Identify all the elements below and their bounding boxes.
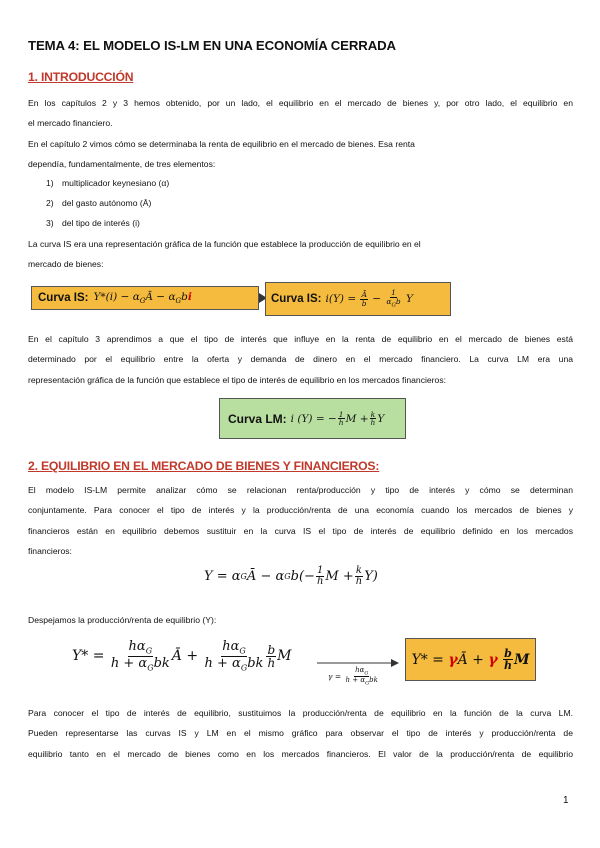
list-item (46, 178, 169, 188)
is-formula-2: i(Y) = $\frac{Ā}{b}$ − $\frac{1}{\alpha_Gb}$ Y (325, 288, 413, 309)
list-number: 3) (46, 218, 54, 228)
text-line: financieros: (28, 545, 72, 556)
document-title: TEMA 4: EL MODELO IS-LM EN UNA ECONOMÍA CERRADA (28, 38, 396, 53)
gamma-definition: γ = $\frac{h\alpha_G}{h + \alpha_Gbk}$ (328, 666, 378, 687)
section-2-heading: 2. EQUILIBRIO EN EL MERCADO DE BIENES Y FINANCIEROS: (28, 459, 380, 473)
lm-label: Curva LM: (228, 411, 287, 426)
section-2-para-1 (28, 480, 573, 561)
section-1-para-3-line-1: La curva IS era una representación gráfica de la función que establece la producción de equilibrio en el (28, 239, 421, 249)
result-box (405, 638, 536, 681)
list-item (46, 198, 151, 208)
text-line: En el capítulo 3 aprendimos a que el tipo de interés que influye en la renta de equilibrio en el mercado de bienes está (28, 334, 573, 344)
section-1-heading: 1. INTRODUCCIÓN (28, 70, 134, 84)
text-line: conjuntamente. Para conocer el tipo de interés y la producción/renta de una economía cuando los mercados de bienes y (28, 505, 573, 516)
is-label: Curva IS: (38, 292, 89, 304)
list-text: del tipo de interés (i) (62, 218, 140, 228)
list-text: multiplicador keynesiano (α) (62, 178, 170, 188)
equation-1: Y = α G Ā − α G b(− $\frac{1}{h}$ M + $\frac{k}{h}$ Y) (204, 565, 378, 587)
list-number: 2) (46, 198, 54, 208)
section-1-para-4 (28, 329, 573, 390)
section-1-para-3-line-2: mercado de bienes: (28, 259, 104, 269)
text-line: financieros están en equilibrio debemos sustituir en la curva IS el tipo de interés de equilibrio definido en los mercados (28, 525, 573, 536)
text-line: Pueden representarse las curvas IS y LM en el mismo gráfico para observar el tipo de interés y producción/renta de (28, 728, 573, 739)
section-2-para-2: Despejamos la producción/renta de equilibrio (Y): (28, 615, 217, 625)
lm-formula: i (Y) = − $\frac{1}{h}$ M + $\frac{k}{h}$ Y (290, 409, 385, 427)
text-line: determinado por el equilibrio entre la oferta y demanda de dinero en el mercado financiero. La curva LM era una (28, 354, 573, 365)
equation-2: Y* = $\frac{h\alpha_G}{h + \alpha_Gbk}$ Ā + $\frac{h\alpha_G}{h + \alpha_Gbk}$ $\frac{b}{h}$ M (72, 639, 292, 673)
list-item (46, 218, 140, 228)
section-2-para-3 (28, 703, 573, 764)
text-line: representación gráfica de la función que establece el tipo de interés de equilibrio en los mercados financieros: (28, 374, 447, 385)
is-curve-box-2 (265, 282, 451, 316)
section-1-para-1 (28, 93, 573, 134)
is-formula-1: $Y*(i) - \alpha_GĀ - \alpha_Gbi$ (93, 290, 192, 306)
list-number: 1) (46, 178, 54, 188)
list-text: del gasto autónomo (Ā) (62, 198, 152, 208)
text-line: En los capítulos 2 y 3 hemos obtenido, por un lado, el equilibrio en el mercado de bienes y, por otro lado, el equilibrio en (28, 98, 573, 108)
is-curve-box-1 (31, 286, 259, 310)
text-line: El modelo IS-LM permite analizar cómo se relacionan renta/producción y tipo de interés y cómo se determinan (28, 485, 573, 495)
result-formula: Y* = γ Ā + γ $\frac{b}{h}$ M (411, 647, 530, 672)
text-line: equilibrio tanto en el mercado de bienes como en los mercados financieros. El valor de la producción/renta de equilibrio (28, 748, 573, 759)
is-label: Curva IS: (271, 293, 322, 305)
section-1-para-2-line-1: En el capítulo 2 vimos cómo se determinaba la renta de equilibrio en el mercado de bienes. Esa renta (28, 139, 415, 149)
text-line: el mercado financiero. (28, 118, 113, 129)
section-1-para-2-line-2: dependía, fundamentalmente, de tres elementos: (28, 159, 216, 169)
page-number: 1 (563, 795, 569, 806)
text-line: Para conocer el tipo de interés de equilibrio, sustituimos la producción/renta de equilibrio en la función de la curva LM. (28, 708, 573, 718)
lm-curve-box (219, 398, 406, 439)
